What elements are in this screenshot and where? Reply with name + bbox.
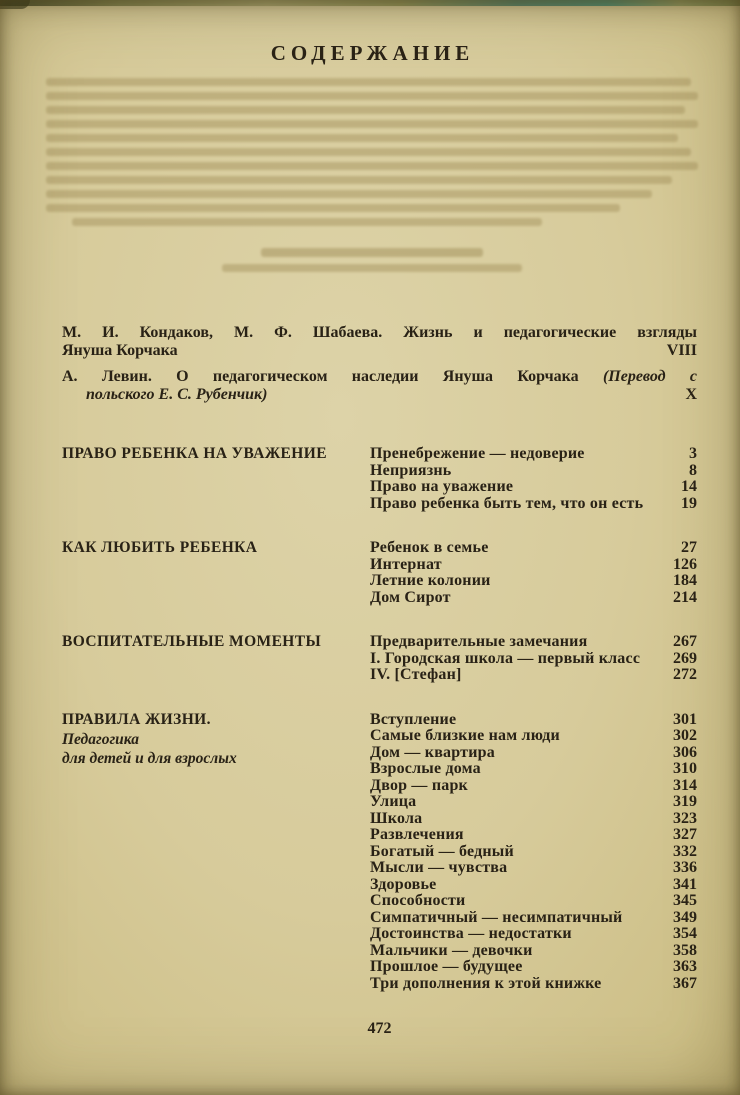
- entry-label: Пренебрежение — недоверие: [370, 445, 585, 462]
- toc-entry: [370, 540, 697, 557]
- entry-page-number: 267: [673, 633, 697, 650]
- front-matter: [62, 324, 697, 404]
- toc-entry: [370, 976, 697, 993]
- section-title: ПРАВО РЕБЕНКА НА УВАЖЕНИЕ: [62, 445, 327, 462]
- entry-page-number: 319: [673, 793, 697, 810]
- entry-page-number: 314: [673, 776, 697, 794]
- toc-entry: [370, 479, 697, 496]
- toc-entry: [370, 827, 697, 844]
- bleedthrough-text: [46, 78, 698, 272]
- section-heading-column: [62, 634, 370, 684]
- scan-edge-top: [0, 0, 740, 6]
- section-heading-column: [62, 446, 370, 512]
- entry-label: Дом — квартира: [370, 743, 495, 761]
- entry-page-number: 310: [673, 760, 697, 777]
- front-matter-text: А. Левин. О педагогическом наследии Януша Корчака: [62, 368, 579, 385]
- entry-label: Неприязнь: [370, 461, 452, 479]
- entry-label: Взрослые дома: [370, 760, 481, 777]
- entry-label: Улица: [370, 793, 417, 810]
- section-heading-column: [62, 540, 370, 606]
- toc-entry: [370, 926, 697, 943]
- toc-entry: [370, 557, 697, 574]
- entry-page-number: 341: [673, 875, 697, 893]
- front-matter-line: М. И. Кондаков, М. Ф. Шабаева. Жизнь и педагогические взгляды: [62, 324, 697, 341]
- toc-sections: [62, 446, 697, 992]
- front-matter-text: Януша Корчака: [62, 342, 178, 359]
- entry-label: Здоровье: [370, 875, 437, 893]
- entry-page-number: 367: [673, 974, 697, 992]
- entry-label: Самые близкие нам люди: [370, 727, 560, 744]
- front-matter-item: [62, 324, 697, 360]
- entry-page-number: 19: [681, 494, 697, 512]
- section-entries: [370, 540, 697, 606]
- toc-entry: [370, 446, 697, 463]
- entry-page-number: 349: [673, 908, 697, 926]
- bleedthrough-line: [46, 106, 685, 114]
- entry-label: Летние колонии: [370, 572, 491, 589]
- section-title: КАК ЛЮБИТЬ РЕБЕНКА: [62, 539, 258, 556]
- entry-label: Право ребенка быть тем, что он есть: [370, 494, 644, 512]
- toc-entry: [370, 959, 697, 976]
- section-heading-column: [62, 712, 370, 993]
- section-entries: [370, 712, 697, 993]
- bleedthrough-line: [261, 248, 483, 257]
- entry-label: Мальчики — девочки: [370, 941, 533, 959]
- front-matter-note: (Перевод с: [602, 368, 697, 385]
- entry-label: IV. [Стефан]: [370, 666, 462, 683]
- front-matter-item: [62, 368, 697, 404]
- bleedthrough-line: [46, 190, 652, 198]
- entry-page-number: 184: [673, 572, 697, 589]
- entry-label: Симпатичный — несимпатичный: [370, 908, 623, 926]
- section-title: ВОСПИТАТЕЛЬНЫЕ МОМЕНТЫ: [62, 633, 322, 650]
- scan-corner-shadow: [0, 0, 30, 9]
- bleedthrough-line: [72, 218, 541, 226]
- front-matter-line: [62, 342, 697, 360]
- entry-page-number: 306: [673, 743, 697, 761]
- toc-entry: [370, 761, 697, 778]
- entry-page-number: 27: [681, 539, 697, 556]
- front-matter-line: [62, 368, 697, 386]
- toc-title: СОДЕРЖАНИЕ: [270, 41, 475, 65]
- entry-page-number: 272: [673, 666, 697, 683]
- toc-entry: [370, 651, 697, 668]
- toc-entry: [370, 844, 697, 861]
- entry-page-number: 323: [673, 809, 697, 827]
- entry-label: Двор — парк: [370, 776, 468, 794]
- section-entries: [370, 446, 697, 512]
- entry-label: Вступление: [370, 710, 457, 728]
- entry-label: Достоинства — недостатки: [370, 925, 572, 942]
- entry-label: Мысли — чувства: [370, 859, 508, 876]
- toc-entry: [370, 943, 697, 960]
- toc-body: [0, 324, 740, 1038]
- toc-entry: [370, 463, 697, 480]
- section-subtitle-line: Педагогика: [62, 731, 140, 748]
- entry-page-number: 354: [673, 925, 697, 942]
- bleedthrough-line: [46, 162, 698, 170]
- toc-entry: [370, 496, 697, 513]
- toc-entry: [370, 794, 697, 811]
- section-title: ПРАВИЛА ЖИЗНИ.: [62, 710, 211, 728]
- entry-label: Предварительные замечания: [370, 633, 588, 650]
- front-matter-line: [62, 386, 697, 404]
- entry-page-number: 214: [673, 588, 697, 606]
- entry-label: I. Городская школа — первый класс: [370, 649, 641, 667]
- entry-label: Школа: [370, 809, 423, 827]
- toc-entry: [370, 860, 697, 877]
- bleedthrough-line: [46, 176, 672, 184]
- entry-label: Прошлое — будущее: [370, 958, 523, 975]
- front-matter-note: польского Е. С. Рубенчик): [86, 386, 268, 403]
- bleedthrough-line: [46, 78, 691, 86]
- entry-label: Богатый — бедный: [370, 842, 514, 860]
- entry-page-number: 363: [673, 958, 697, 975]
- entry-page-number: 336: [673, 859, 697, 876]
- toc-entry: [370, 910, 697, 927]
- toc-entry: [370, 778, 697, 795]
- page-number-folio: 472: [367, 1020, 392, 1037]
- toc-entry: [370, 893, 697, 910]
- entry-page-number: 126: [673, 555, 697, 573]
- entry-page-number: 345: [673, 892, 697, 909]
- section-subtitle-line: для детей и для взрослых: [62, 750, 237, 767]
- toc-entry: [370, 573, 697, 590]
- entry-page-number: 301: [673, 710, 697, 728]
- section-entries: [370, 634, 697, 684]
- toc-entry: [370, 811, 697, 828]
- toc-entry: [370, 634, 697, 651]
- front-matter-page-number: X: [685, 386, 697, 403]
- bleedthrough-line: [46, 148, 691, 156]
- bleedthrough-line: [46, 120, 698, 128]
- entry-page-number: 14: [681, 478, 697, 495]
- entry-label: Дом Сирот: [370, 588, 451, 606]
- bleedthrough-line: [222, 264, 522, 272]
- toc-entry: [370, 745, 697, 762]
- entry-label: Три дополнения к этой книжке: [370, 974, 602, 992]
- entry-page-number: 302: [673, 727, 697, 744]
- entry-page-number: 3: [689, 445, 697, 462]
- toc-entry: [370, 712, 697, 729]
- entry-label: Ребенок в семье: [370, 539, 489, 556]
- bleedthrough-line: [46, 92, 698, 100]
- bleedthrough-line: [46, 204, 620, 212]
- entry-page-number: 8: [689, 461, 697, 479]
- front-matter-page-number: VIII: [666, 342, 697, 359]
- toc-section: [62, 634, 697, 684]
- entry-label: Развлечения: [370, 826, 464, 843]
- entry-page-number: 269: [673, 649, 697, 667]
- toc-section: [62, 712, 697, 993]
- entry-label: Право на уважение: [370, 478, 514, 495]
- toc-section: [62, 540, 697, 606]
- bleedthrough-gap: [46, 232, 698, 248]
- entry-page-number: 358: [673, 941, 697, 959]
- section-subtitle: [62, 730, 362, 768]
- entry-label: Способности: [370, 892, 466, 909]
- toc-entry: [370, 590, 697, 607]
- entry-page-number: 327: [673, 826, 697, 843]
- toc-entry: [370, 728, 697, 745]
- toc-entry: [370, 667, 697, 684]
- toc-entry: [370, 877, 697, 894]
- toc-section: [62, 446, 697, 512]
- entry-page-number: 332: [673, 842, 697, 860]
- bleedthrough-line: [46, 134, 678, 142]
- entry-label: Интернат: [370, 555, 442, 573]
